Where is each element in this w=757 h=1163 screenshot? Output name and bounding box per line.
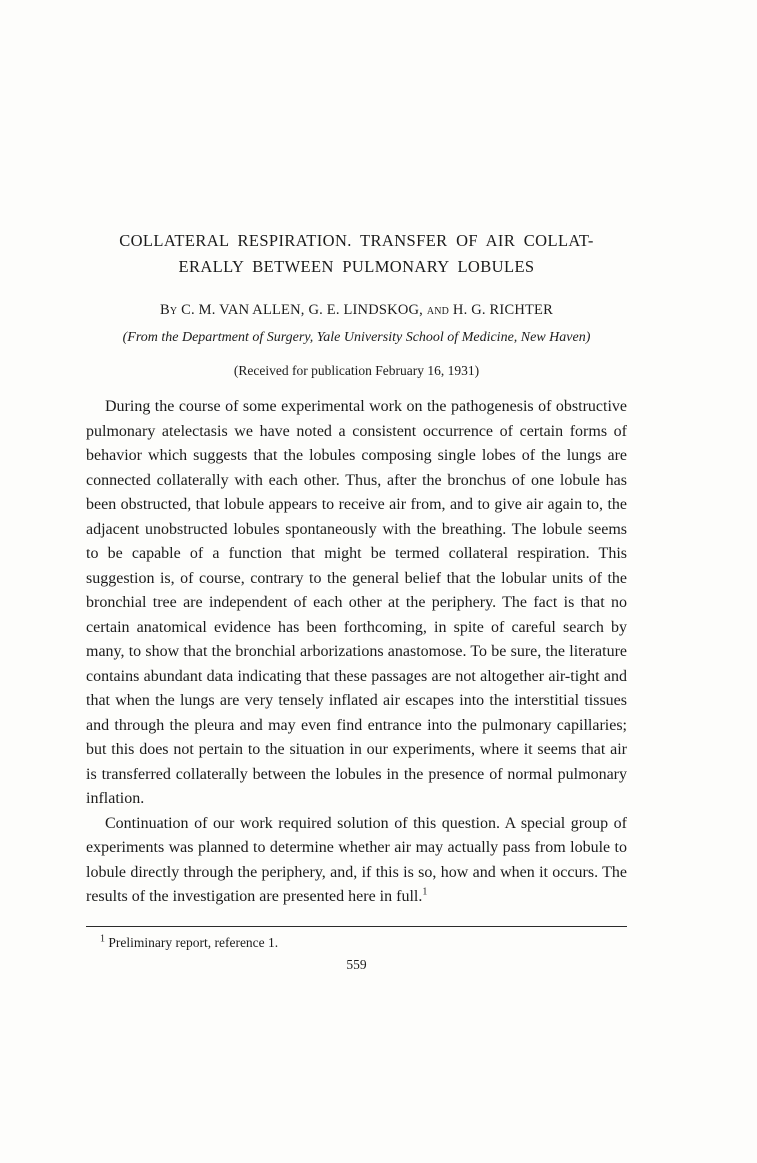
author-byline: By C. M. VAN ALLEN, G. E. LINDSKOG, and H. G. RICHTER xyxy=(159,302,553,318)
footnote-divider xyxy=(86,926,627,927)
paragraph-2 xyxy=(86,812,627,910)
paper-title-line-1: COLLATERAL RESPIRATION. TRANSFER OF AIR COLLAT- xyxy=(119,231,594,250)
paper-title xyxy=(86,228,627,280)
received-line: (Received for publication February 16, 1931) xyxy=(233,363,480,378)
paragraph-1: During the course of some experimental work on the pathogenesis of obstructive pulmonary atelectasis we have noted a consistent occurrence of certain forms of behavior which suggests that the lobules composing single lobes of the lungs are connected collaterally with each other. Thus, after the bronchus of one lobule has been obstructed, that lobule appears to receive air from, and to give air again to, the adjacent unobstructed lobules spontaneously with the breathing. The lobule seems to be capable of a function that might be termed collateral respiration. This suggestion is, of course, contrary to the general belief that the lobular units of the bronchial tree are independent of each other at the periphery. The fact is that no certain anatomical evidence has been forthcoming, in spite of careful search by many, to show that the bronchial arborizations anastomose. To be sure, the literature contains abundant data indicating that these passages are not altogether air-tight and that when the lungs are very tensely inflated air escapes into the interstitial tissues and through the pleura and may even find entrance into the pulmonary capillaries; but this does not pertain to the situation in our experiments, where it seems that air is transferred collaterally between the lobules in the presence of normal pulmonary inflation. xyxy=(86,398,627,807)
affiliation-line: (From the Department of Surgery, Yale University School of Medicine, New Haven) xyxy=(122,330,591,345)
footnote-marker: 1 xyxy=(100,933,105,944)
paper-title-line-2: ERALLY BETWEEN PULMONARY LOBULES xyxy=(178,257,535,276)
footnote-text: Preliminary report, reference 1. xyxy=(108,934,279,950)
page-number: 559 xyxy=(346,956,367,972)
footnote-reference-marker: 1 xyxy=(422,886,428,898)
footnote xyxy=(86,934,627,952)
paragraph-2-text: Continuation of our work required solution of this question. A special group of experiments was planned to determine whether air may actually pass from lobule to lobule directly through the periphery, and, if this is so, how and when it occurs. The results of the investigation are presented here in full. xyxy=(86,814,627,905)
